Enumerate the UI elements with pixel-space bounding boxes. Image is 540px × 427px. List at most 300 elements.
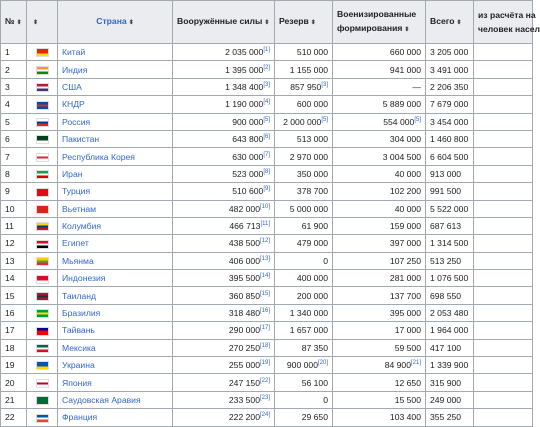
armed-forces-value: 900 000 bbox=[232, 116, 264, 127]
country-link[interactable]: Япония bbox=[62, 377, 92, 388]
per-capita-cell bbox=[474, 183, 533, 200]
table-row bbox=[1, 235, 533, 252]
flag-icon[interactable] bbox=[36, 48, 49, 57]
country-cell bbox=[58, 409, 173, 426]
armed-forces-value: 1 348 400 bbox=[225, 81, 264, 92]
flag-icon[interactable] bbox=[36, 257, 49, 266]
paramilitary-value: 281 000 bbox=[389, 273, 421, 284]
paramilitary-cell bbox=[333, 217, 426, 234]
flag-cell bbox=[27, 357, 58, 374]
country-link[interactable]: Таиланд bbox=[62, 290, 96, 301]
paramilitary-value: 554 000 bbox=[383, 116, 415, 127]
country-link[interactable]: Китай bbox=[62, 47, 86, 58]
armed-forces-cell bbox=[173, 235, 275, 252]
reserve-cell bbox=[275, 304, 333, 321]
flag-icon[interactable] bbox=[36, 188, 49, 197]
paramilitary-value: 107 250 bbox=[389, 255, 421, 266]
paramilitary-cell bbox=[333, 183, 426, 200]
reserve-cell bbox=[275, 217, 333, 234]
armed-forces-value: 523 000 bbox=[232, 168, 264, 179]
table-row bbox=[1, 391, 533, 408]
armed-forces-cell bbox=[173, 78, 275, 95]
reference-link[interactable]: [20] bbox=[317, 360, 328, 367]
country-link[interactable]: Бразилия bbox=[62, 308, 101, 319]
table-row bbox=[1, 357, 533, 374]
row-number: 2 bbox=[1, 61, 27, 78]
country-cell bbox=[58, 113, 173, 130]
flag-cell bbox=[27, 235, 58, 252]
reserve-cell bbox=[275, 78, 333, 95]
flag-icon[interactable] bbox=[36, 205, 49, 214]
col-header-paramilitary[interactable] bbox=[333, 1, 426, 44]
reserve-cell bbox=[275, 391, 333, 408]
reserve-value: 87 350 bbox=[301, 342, 328, 353]
reference-link[interactable]: [5] bbox=[263, 116, 270, 123]
flag-cell bbox=[27, 270, 58, 287]
reserve-cell bbox=[275, 322, 333, 339]
paramilitary-cell bbox=[333, 287, 426, 304]
reference-link[interactable]: [18] bbox=[259, 342, 270, 349]
paramilitary-value: 397 000 bbox=[389, 238, 421, 249]
country-cell bbox=[58, 270, 173, 287]
table-row bbox=[1, 44, 533, 61]
armed-forces-cell bbox=[173, 44, 275, 61]
country-link[interactable]: Пакистан bbox=[62, 134, 100, 145]
paramilitary-cell bbox=[333, 130, 426, 147]
reserve-value: 600 000 bbox=[296, 99, 328, 110]
paramilitary-cell bbox=[333, 409, 426, 426]
per-capita-cell bbox=[474, 339, 533, 356]
total-cell: 3 491 000 bbox=[426, 61, 474, 78]
reserve-cell bbox=[275, 165, 333, 182]
reserve-value: 56 100 bbox=[301, 377, 328, 388]
total-cell: 3 205 000 bbox=[426, 44, 474, 61]
reserve-value: 510 000 bbox=[296, 47, 328, 58]
row-number: 7 bbox=[1, 148, 27, 165]
total-cell: 3 454 000 bbox=[426, 113, 474, 130]
flag-icon[interactable] bbox=[36, 101, 49, 110]
sort-icon[interactable]: ⬍ bbox=[128, 20, 134, 26]
sort-icon[interactable]: ⬍ bbox=[456, 20, 462, 26]
paramilitary-value: 395 000 bbox=[389, 308, 421, 319]
paramilitary-cell bbox=[333, 357, 426, 374]
total-cell: 7 679 000 bbox=[426, 96, 474, 113]
col-header-num[interactable] bbox=[1, 1, 27, 44]
per-capita-cell bbox=[474, 78, 533, 95]
flag-icon[interactable] bbox=[36, 361, 49, 370]
country-link[interactable]: Колумбия bbox=[62, 221, 101, 232]
country-link[interactable]: Индия bbox=[62, 64, 88, 75]
sort-icon[interactable]: ⬍ bbox=[310, 20, 316, 26]
country-cell bbox=[58, 287, 173, 304]
reference-link[interactable]: [23] bbox=[259, 395, 270, 402]
col-header-country[interactable] bbox=[58, 1, 173, 44]
country-link[interactable]: Республика Корея bbox=[62, 151, 135, 162]
paramilitary-value: 102 200 bbox=[389, 186, 421, 197]
per-capita-cell bbox=[474, 235, 533, 252]
table-row bbox=[1, 322, 533, 339]
col-header-armed-label: Вооружённые силы bbox=[177, 16, 263, 26]
flag-cell bbox=[27, 391, 58, 408]
reserve-cell bbox=[275, 287, 333, 304]
country-link[interactable]: США bbox=[62, 81, 82, 92]
per-capita-cell bbox=[474, 374, 533, 391]
armed-forces-value: 247 150 bbox=[228, 377, 260, 388]
armed-forces-value: 270 250 bbox=[228, 342, 260, 353]
flag-icon[interactable] bbox=[36, 118, 49, 127]
country-cell bbox=[58, 96, 173, 113]
row-number: 17 bbox=[1, 322, 27, 339]
armed-forces-cell bbox=[173, 200, 275, 217]
table-row bbox=[1, 96, 533, 113]
total-cell: 355 250 bbox=[426, 409, 474, 426]
reserve-cell bbox=[275, 61, 333, 78]
per-capita-cell bbox=[474, 96, 533, 113]
reserve-value: 5 000 000 bbox=[289, 203, 328, 214]
row-number: 20 bbox=[1, 374, 27, 391]
armed-forces-value: 290 000 bbox=[228, 325, 260, 336]
table-row bbox=[1, 148, 533, 165]
row-number: 21 bbox=[1, 391, 27, 408]
country-link[interactable]: Иран bbox=[62, 168, 83, 179]
table-row bbox=[1, 304, 533, 321]
armed-forces-cell bbox=[173, 339, 275, 356]
per-capita-cell bbox=[474, 148, 533, 165]
armed-forces-value: 318 480 bbox=[228, 308, 260, 319]
sort-icon[interactable]: ⬍ bbox=[404, 27, 410, 33]
paramilitary-value: 159 000 bbox=[389, 221, 421, 232]
country-cell bbox=[58, 304, 173, 321]
per-capita-cell bbox=[474, 287, 533, 304]
armed-forces-cell bbox=[173, 270, 275, 287]
row-number: 9 bbox=[1, 183, 27, 200]
reference-link[interactable]: [10] bbox=[259, 203, 270, 210]
flag-cell bbox=[27, 322, 58, 339]
per-capita-cell bbox=[474, 130, 533, 147]
flag-icon[interactable] bbox=[36, 170, 49, 179]
col-header-per-capita[interactable] bbox=[474, 1, 540, 44]
armed-forces-cell bbox=[173, 252, 275, 269]
reserve-value: 1 657 000 bbox=[289, 325, 328, 336]
paramilitary-cell bbox=[333, 200, 426, 217]
total-cell: 991 500 bbox=[426, 183, 474, 200]
paramilitary-cell bbox=[333, 148, 426, 165]
reserve-cell bbox=[275, 235, 333, 252]
flag-icon[interactable] bbox=[36, 153, 49, 162]
table-row bbox=[1, 130, 533, 147]
flag-cell bbox=[27, 96, 58, 113]
row-number: 5 bbox=[1, 113, 27, 130]
row-number: 12 bbox=[1, 235, 27, 252]
header-row bbox=[1, 1, 533, 44]
reference-link[interactable]: [12] bbox=[259, 238, 270, 245]
reserve-value: 61 900 bbox=[301, 221, 328, 232]
reference-link[interactable]: [3] bbox=[263, 82, 270, 89]
paramilitary-cell bbox=[333, 96, 426, 113]
reference-link[interactable]: [17] bbox=[259, 325, 270, 332]
country-link[interactable]: Саудовская Аравия bbox=[62, 395, 141, 405]
reference-link[interactable]: [3] bbox=[321, 82, 328, 89]
reserve-cell bbox=[275, 44, 333, 61]
flag-icon[interactable] bbox=[36, 414, 49, 423]
flag-icon[interactable] bbox=[36, 66, 49, 75]
country-link[interactable]: Украина bbox=[62, 360, 95, 371]
table-row bbox=[1, 61, 533, 78]
paramilitary-value: 660 000 bbox=[389, 47, 421, 58]
reference-link[interactable]: [11] bbox=[260, 221, 270, 228]
flag-icon[interactable] bbox=[36, 240, 49, 249]
col-header-para-label-1: Военизированные bbox=[337, 9, 417, 19]
table-row bbox=[1, 287, 533, 304]
per-capita-cell bbox=[474, 357, 533, 374]
paramilitary-value: 941 000 bbox=[389, 64, 421, 75]
armed-forces-value: 466 713 bbox=[229, 221, 261, 232]
country-cell bbox=[58, 374, 173, 391]
reference-link[interactable]: [24] bbox=[259, 412, 270, 419]
reserve-value: 900 000 bbox=[286, 360, 318, 371]
paramilitary-cell bbox=[333, 339, 426, 356]
col-header-armed-forces[interactable] bbox=[173, 1, 275, 44]
row-number: 10 bbox=[1, 200, 27, 217]
reserve-value: 857 950 bbox=[290, 81, 322, 92]
armed-forces-value: 255 000 bbox=[228, 360, 260, 371]
country-cell bbox=[58, 130, 173, 147]
country-cell bbox=[58, 148, 173, 165]
armed-forces-value: 222 200 bbox=[228, 412, 260, 423]
total-cell: 698 550 bbox=[426, 287, 474, 304]
flag-cell bbox=[27, 217, 58, 234]
col-header-para-label-2: формирования bbox=[337, 23, 403, 33]
flag-cell bbox=[27, 200, 58, 217]
reference-link[interactable]: [7] bbox=[263, 151, 270, 158]
reserve-cell bbox=[275, 409, 333, 426]
per-capita-cell bbox=[474, 322, 533, 339]
country-cell bbox=[58, 165, 173, 182]
total-cell: 2 206 350 bbox=[426, 78, 474, 95]
armed-forces-value: 1 190 000 bbox=[225, 99, 264, 110]
armed-forces-value: 395 500 bbox=[228, 273, 260, 284]
country-cell bbox=[58, 339, 173, 356]
reference-link[interactable]: [19] bbox=[259, 360, 270, 367]
flag-icon[interactable] bbox=[36, 396, 49, 405]
row-number: 3 bbox=[1, 78, 27, 95]
paramilitary-cell bbox=[333, 304, 426, 321]
armed-forces-cell bbox=[173, 217, 275, 234]
reference-link[interactable]: [15] bbox=[259, 290, 270, 297]
row-number: 22 bbox=[1, 409, 27, 426]
col-header-country-link[interactable]: Страна bbox=[96, 16, 127, 26]
reference-link[interactable]: [21] bbox=[410, 360, 421, 367]
col-header-reserve[interactable] bbox=[275, 1, 333, 44]
country-link[interactable]: Турция bbox=[62, 186, 91, 197]
flag-icon[interactable] bbox=[36, 135, 49, 144]
table-row bbox=[1, 113, 533, 130]
flag-icon[interactable] bbox=[36, 327, 49, 336]
total-cell: 6 604 500 bbox=[426, 148, 474, 165]
country-link[interactable]: Вьетнам bbox=[62, 203, 97, 214]
armed-forces-cell bbox=[173, 322, 275, 339]
armed-forces-cell bbox=[173, 130, 275, 147]
row-number: 8 bbox=[1, 165, 27, 182]
table-row bbox=[1, 339, 533, 356]
flag-cell bbox=[27, 130, 58, 147]
paramilitary-cell bbox=[333, 165, 426, 182]
total-cell: 315 900 bbox=[426, 374, 474, 391]
reserve-cell bbox=[275, 374, 333, 391]
reserve-cell bbox=[275, 339, 333, 356]
reserve-cell bbox=[275, 357, 333, 374]
armed-forces-cell bbox=[173, 165, 275, 182]
col-header-percap-label-1: из расчёта на bbox=[478, 10, 536, 20]
total-cell: 417 100 bbox=[426, 339, 474, 356]
table-row bbox=[1, 252, 533, 269]
armed-forces-cell bbox=[173, 357, 275, 374]
armed-forces-cell bbox=[173, 148, 275, 165]
country-cell bbox=[58, 357, 173, 374]
reserve-value: 479 000 bbox=[296, 238, 328, 249]
country-cell bbox=[58, 61, 173, 78]
reserve-value: 350 000 bbox=[296, 168, 328, 179]
total-cell: 1 339 900 bbox=[426, 357, 474, 374]
per-capita-cell bbox=[474, 44, 533, 61]
reference-link[interactable]: [5] bbox=[414, 116, 421, 123]
flag-icon[interactable] bbox=[36, 275, 49, 284]
flag-icon[interactable] bbox=[36, 83, 49, 92]
reference-link[interactable]: [14] bbox=[259, 273, 270, 280]
country-cell bbox=[58, 252, 173, 269]
reference-link[interactable]: [1] bbox=[263, 47, 270, 54]
flag-icon[interactable] bbox=[36, 222, 49, 231]
reserve-value: 513 000 bbox=[296, 134, 328, 145]
country-link[interactable]: Тайвань bbox=[62, 325, 95, 336]
flag-icon[interactable] bbox=[36, 379, 49, 388]
paramilitary-value: 40 000 bbox=[394, 203, 421, 214]
flag-cell bbox=[27, 252, 58, 269]
per-capita-cell bbox=[474, 165, 533, 182]
total-cell: 1 964 000 bbox=[426, 322, 474, 339]
total-cell: 913 000 bbox=[426, 165, 474, 182]
reference-link[interactable]: [16] bbox=[259, 308, 270, 315]
flag-cell bbox=[27, 287, 58, 304]
armed-forces-cell bbox=[173, 61, 275, 78]
per-capita-cell bbox=[474, 217, 533, 234]
reserve-cell bbox=[275, 130, 333, 147]
paramilitary-value: 59 500 bbox=[394, 342, 421, 353]
flag-icon[interactable] bbox=[36, 344, 49, 353]
reference-link[interactable]: [9] bbox=[263, 186, 270, 193]
paramilitary-cell bbox=[333, 391, 426, 408]
sort-icon[interactable]: ⬍ bbox=[16, 20, 22, 26]
armed-forces-value: 2 035 000 bbox=[225, 47, 264, 58]
paramilitary-cell bbox=[333, 374, 426, 391]
country-cell bbox=[58, 200, 173, 217]
flag-cell bbox=[27, 339, 58, 356]
country-cell bbox=[58, 217, 173, 234]
reserve-value: 1 155 000 bbox=[289, 64, 328, 75]
country-link[interactable]: Индонезия bbox=[62, 273, 106, 284]
reserve-value: 1 340 000 bbox=[289, 308, 328, 319]
reference-link[interactable]: [13] bbox=[259, 256, 270, 263]
reference-link[interactable]: [6] bbox=[263, 134, 270, 141]
row-number: 6 bbox=[1, 130, 27, 147]
table-body bbox=[1, 44, 533, 427]
total-cell: 513 250 bbox=[426, 252, 474, 269]
country-link[interactable]: Франция bbox=[62, 412, 98, 423]
col-header-total[interactable] bbox=[426, 1, 474, 44]
reserve-value: 0 bbox=[323, 255, 328, 266]
country-link[interactable]: Россия bbox=[62, 116, 91, 127]
country-cell bbox=[58, 78, 173, 95]
paramilitary-value: 304 000 bbox=[389, 134, 421, 145]
table-row bbox=[1, 200, 533, 217]
per-capita-cell bbox=[474, 391, 533, 408]
total-cell: 1 460 800 bbox=[426, 130, 474, 147]
armed-forces-cell bbox=[173, 96, 275, 113]
paramilitary-value: 137 700 bbox=[389, 290, 421, 301]
row-number: 13 bbox=[1, 252, 27, 269]
paramilitary-cell bbox=[333, 252, 426, 269]
reserve-cell bbox=[275, 270, 333, 287]
col-header-num-label: № bbox=[5, 16, 15, 26]
row-number: 19 bbox=[1, 357, 27, 374]
reference-link[interactable]: [2] bbox=[263, 64, 270, 71]
sort-icon[interactable]: ⬍ bbox=[264, 20, 270, 26]
flag-icon[interactable] bbox=[36, 292, 49, 301]
reserve-cell bbox=[275, 148, 333, 165]
table-row bbox=[1, 183, 533, 200]
reserve-value: 378 700 bbox=[296, 186, 328, 197]
table-row bbox=[1, 409, 533, 426]
paramilitary-value: 3 004 500 bbox=[382, 151, 421, 162]
armed-forces-cell bbox=[173, 287, 275, 304]
armed-forces-cell bbox=[173, 183, 275, 200]
country-link[interactable]: Мьянма bbox=[62, 255, 94, 266]
flag-icon[interactable] bbox=[36, 309, 49, 318]
reference-link[interactable]: [4] bbox=[263, 99, 270, 106]
row-number: 11 bbox=[1, 217, 27, 234]
reserve-value: 200 000 bbox=[296, 290, 328, 301]
flag-cell bbox=[27, 148, 58, 165]
table-row bbox=[1, 217, 533, 234]
total-cell: 2 053 480 bbox=[426, 304, 474, 321]
paramilitary-value: 12 650 bbox=[394, 377, 421, 388]
reserve-value: 400 000 bbox=[296, 273, 328, 284]
armed-forces-value: 643 800 bbox=[232, 134, 264, 145]
reference-link[interactable]: [22] bbox=[259, 377, 270, 384]
armed-forces-cell bbox=[173, 374, 275, 391]
col-header-reserve-label: Резерв bbox=[279, 16, 309, 26]
armed-forces-cell bbox=[173, 391, 275, 408]
armed-forces-value: 1 395 000 bbox=[225, 64, 264, 75]
paramilitary-value: 5 889 000 bbox=[382, 99, 421, 110]
paramilitary-value: 15 500 bbox=[394, 395, 421, 405]
sort-icon[interactable]: ⬍ bbox=[33, 20, 39, 26]
reference-link[interactable]: [5] bbox=[321, 116, 328, 123]
col-header-flag[interactable] bbox=[27, 1, 58, 44]
reserve-value: 0 bbox=[323, 395, 328, 405]
country-link[interactable]: Мексика bbox=[62, 342, 96, 353]
reference-link[interactable]: [8] bbox=[263, 169, 270, 176]
paramilitary-cell bbox=[333, 322, 426, 339]
reserve-value: 2 970 000 bbox=[289, 151, 328, 162]
row-number: 1 bbox=[1, 44, 27, 61]
flag-cell bbox=[27, 374, 58, 391]
paramilitary-value: 103 400 bbox=[389, 412, 421, 423]
country-link[interactable]: КНДР bbox=[62, 99, 85, 110]
armed-forces-value: 360 850 bbox=[228, 290, 260, 301]
reserve-value: 2 000 000 bbox=[283, 116, 322, 127]
country-link[interactable]: Египет bbox=[62, 238, 89, 249]
